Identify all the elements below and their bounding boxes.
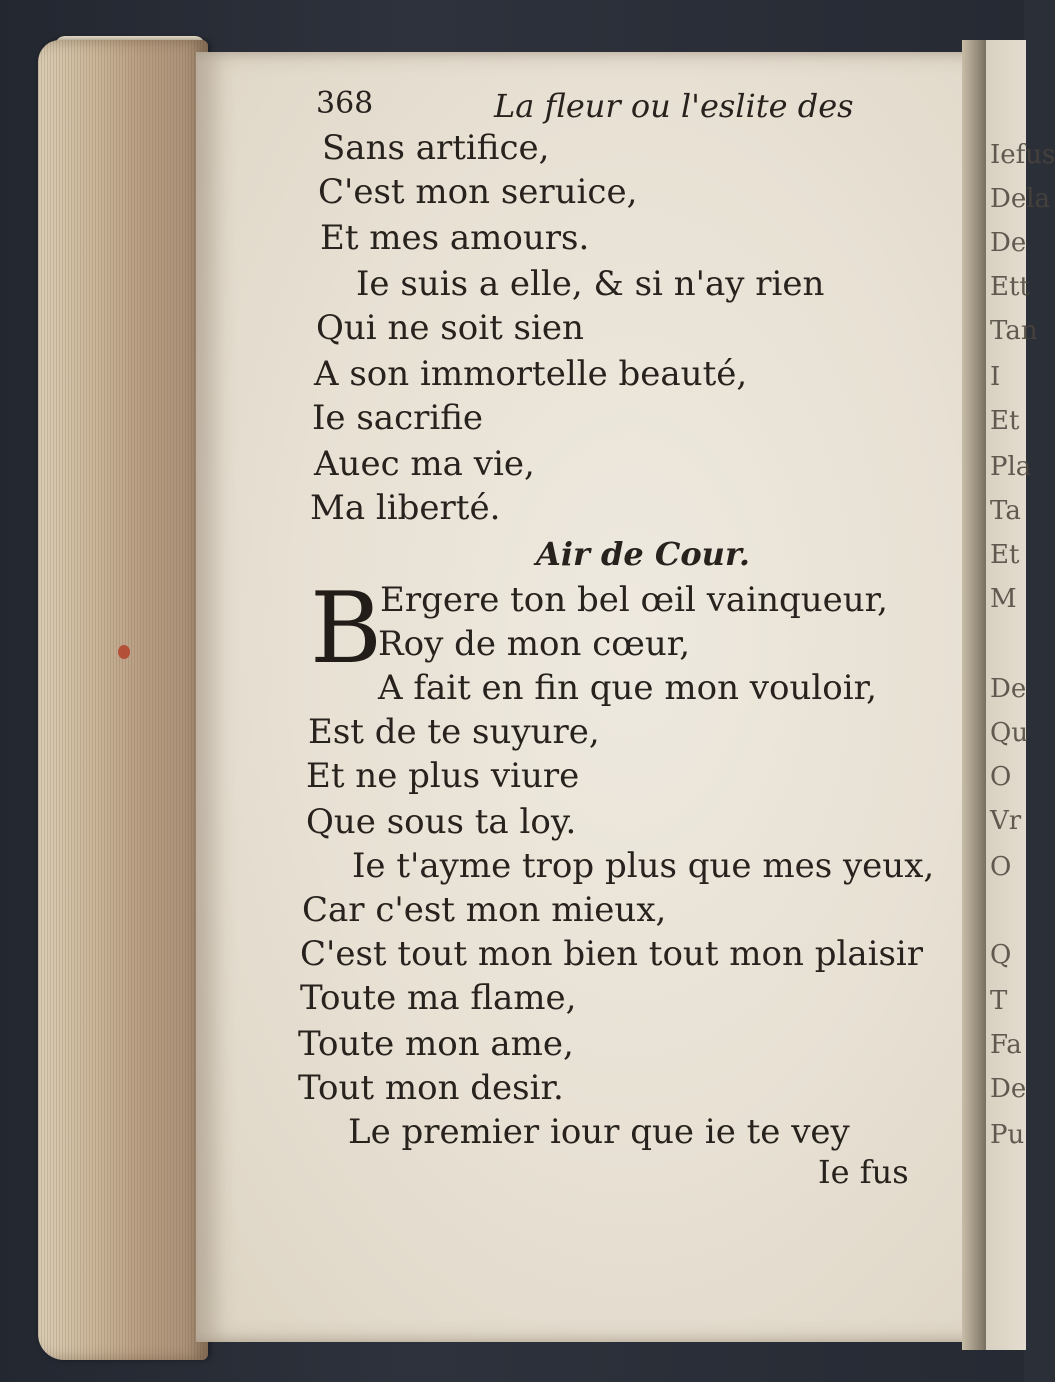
verse-line-before-2: C'est mon seruice, [318, 172, 638, 212]
running-title: La fleur ou l'eslite des [494, 87, 854, 125]
verse-line-after-6: Que sous ta loy. [306, 802, 577, 842]
verse-line-after-10: Toute ma flame, [300, 978, 577, 1018]
verse-line-before-3: Et mes amours. [320, 218, 590, 258]
drop-cap: B [310, 572, 383, 686]
facing-page-fragment: Q [990, 940, 1012, 970]
verse-line-before-5: Qui ne soit sien [316, 308, 584, 348]
facing-page-fragment: T [990, 986, 1008, 1016]
facing-page-fragment: Vr [990, 806, 1022, 836]
facing-page-fragment: Iefus [990, 140, 1055, 170]
verse-line-after-4: Est de te suyure, [308, 712, 600, 752]
facing-page-fragment: De [990, 674, 1027, 704]
facing-page-fragment: Pla [990, 452, 1032, 482]
verse-line-after-12: Tout mon desir. [298, 1068, 564, 1108]
facing-page-fragment: Tan [990, 316, 1038, 346]
verse-line-after-2: Roy de mon cœur, [378, 624, 691, 664]
facing-page-fragment: Dela [990, 184, 1051, 214]
facing-page-fragment: I [990, 362, 1001, 392]
facing-page-fragment: Pu [990, 1120, 1025, 1150]
facing-page-fragment: O [990, 852, 1012, 882]
facing-page-fragment: Et [990, 540, 1020, 570]
verse-line-after-8: Car c'est mon mieux, [302, 890, 667, 930]
facing-page-fragment: O [990, 762, 1012, 792]
section-title: Air de Cour. [536, 535, 750, 573]
verse-line-after-3: A fait en fin que mon vouloir, [378, 668, 877, 708]
verse-line-after-1: Ergere ton bel œil vainqueur, [380, 580, 888, 620]
verse-line-after-9: C'est tout mon bien tout mon plaisir [300, 934, 924, 974]
facing-page-fragment: Et [990, 406, 1020, 436]
facing-page-fragment: M [990, 584, 1017, 614]
facing-page-fragment: Ett [990, 272, 1030, 302]
facing-page-fragment: Fa [990, 1030, 1022, 1060]
page-number: 368 [316, 86, 374, 121]
verse-line-after-5: Et ne plus viure [306, 756, 580, 796]
catchword: Ie fus [818, 1153, 909, 1191]
facing-page-fragment: Qu [990, 718, 1029, 748]
verse-line-before-6: A son immortelle beauté, [314, 354, 748, 394]
verse-line-before-7: Ie sacrifie [312, 398, 484, 438]
facing-page-fragment: Ta [990, 496, 1021, 526]
verse-line-after-7: Ie t'ayme trop plus que mes yeux, [352, 846, 935, 886]
verse-line-before-1: Sans artifice, [322, 128, 550, 168]
verse-line-before-4: Ie suis a elle, & si n'ay rien [356, 264, 825, 304]
verse-line-after-11: Toute mon ame, [298, 1024, 574, 1064]
verse-line-after-13: Le premier iour que ie te vey [348, 1112, 850, 1152]
facing-page-fragment: De [990, 228, 1027, 258]
verse-line-before-9: Ma liberté. [310, 488, 501, 528]
verse-line-before-8: Auec ma vie, [314, 444, 535, 484]
facing-page-fragment: De [990, 1074, 1027, 1104]
